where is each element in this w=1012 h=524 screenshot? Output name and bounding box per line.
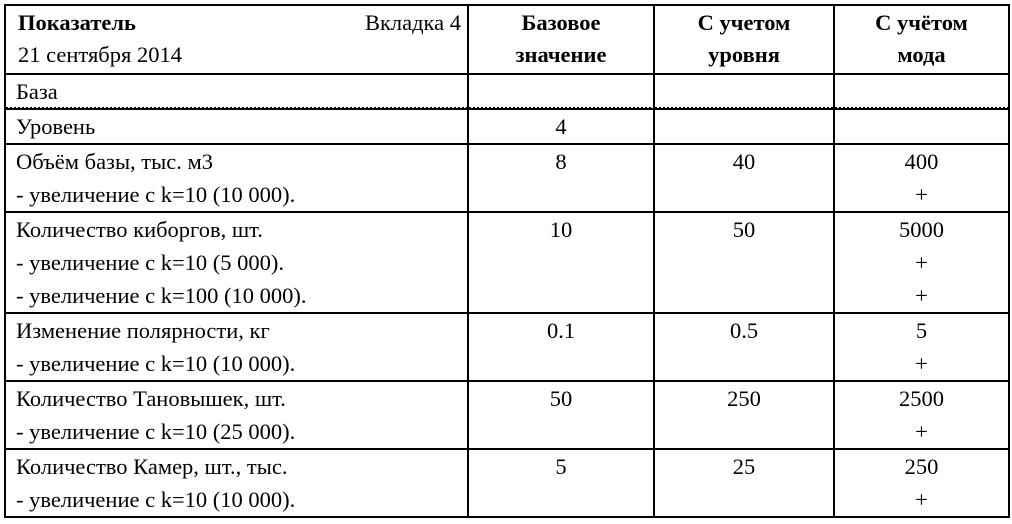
row-level-value — [654, 109, 834, 144]
table-row — [5, 212, 1009, 246]
row-level-value — [654, 279, 834, 313]
row-level-value — [654, 74, 834, 109]
row-mod-value: + — [834, 246, 1009, 279]
table-row — [5, 279, 1009, 313]
row-label: - увеличение с k=10 (10 000). — [5, 178, 468, 212]
row-base-value: 8 — [468, 144, 654, 178]
row-label: - увеличение с k=100 (10 000). — [5, 279, 468, 313]
row-mod-value: 5 — [834, 313, 1009, 347]
row-level-value — [654, 178, 834, 212]
header-date: 21 сентября 2014 — [18, 42, 182, 67]
row-mod-value: + — [834, 415, 1009, 449]
row-mod-value: 2500 — [834, 381, 1009, 415]
row-label: Изменение полярности, кг — [5, 313, 468, 347]
row-level-value — [654, 246, 834, 279]
row-base-value — [468, 347, 654, 381]
row-base-value — [468, 74, 654, 109]
row-label: Количество киборгов, шт. — [5, 212, 468, 246]
table-row — [5, 144, 1009, 178]
row-mod-value: 250 — [834, 449, 1009, 483]
row-base-value: 50 — [468, 381, 654, 415]
table-row — [5, 415, 1009, 449]
header-base-value: Базовое значение — [468, 5, 654, 74]
row-base-value: 5 — [468, 449, 654, 483]
row-label: - увеличение с k=10 (10 000). — [5, 483, 468, 517]
header-title: Показатель — [18, 10, 136, 35]
row-base-value — [468, 246, 654, 279]
table-header — [5, 5, 1009, 74]
row-label: Количество Тановышек, шт. — [5, 381, 468, 415]
row-mod-value: 400 — [834, 144, 1009, 178]
row-label: Объём базы, тыс. м3 — [5, 144, 468, 178]
table-row — [5, 449, 1009, 483]
header-with-mod: С учётом мода — [834, 5, 1009, 74]
row-mod-value: + — [834, 178, 1009, 212]
table-body — [5, 74, 1009, 517]
row-base-value — [468, 483, 654, 517]
table-row — [5, 74, 1009, 109]
row-base-value: 0.1 — [468, 313, 654, 347]
row-level-value: 0.5 — [654, 313, 834, 347]
row-level-value: 40 — [654, 144, 834, 178]
row-mod-value: + — [834, 483, 1009, 517]
row-mod-value — [834, 109, 1009, 144]
row-mod-value — [834, 74, 1009, 109]
row-level-value: 50 — [654, 212, 834, 246]
header-with-level: С учетом уровня — [654, 5, 834, 74]
row-base-value — [468, 415, 654, 449]
indicators-table — [4, 4, 1010, 518]
table-row — [5, 347, 1009, 381]
header-tab: Вкладка 4 — [364, 10, 461, 35]
row-label: - увеличение с k=10 (25 000). — [5, 415, 468, 449]
row-level-value — [654, 347, 834, 381]
table-row — [5, 381, 1009, 415]
table-row — [5, 313, 1009, 347]
row-level-value — [654, 415, 834, 449]
row-label: Количество Камер, шт., тыс. — [5, 449, 468, 483]
row-label: База — [5, 74, 468, 109]
row-mod-value: + — [834, 279, 1009, 313]
row-label: - увеличение с k=10 (10 000). — [5, 347, 468, 381]
row-level-value: 25 — [654, 449, 834, 483]
row-level-value: 250 — [654, 381, 834, 415]
row-label: - увеличение с k=10 (5 000). — [5, 246, 468, 279]
row-mod-value: + — [834, 347, 1009, 381]
row-base-value — [468, 279, 654, 313]
row-base-value: 4 — [468, 109, 654, 144]
table-row — [5, 483, 1009, 517]
row-base-value: 10 — [468, 212, 654, 246]
table-row — [5, 178, 1009, 212]
row-mod-value: 5000 — [834, 212, 1009, 246]
table-row — [5, 109, 1009, 144]
header-indicator-cell — [5, 5, 468, 74]
row-base-value — [468, 178, 654, 212]
row-label: Уровень — [5, 109, 468, 144]
row-level-value — [654, 483, 834, 517]
table-row — [5, 246, 1009, 279]
